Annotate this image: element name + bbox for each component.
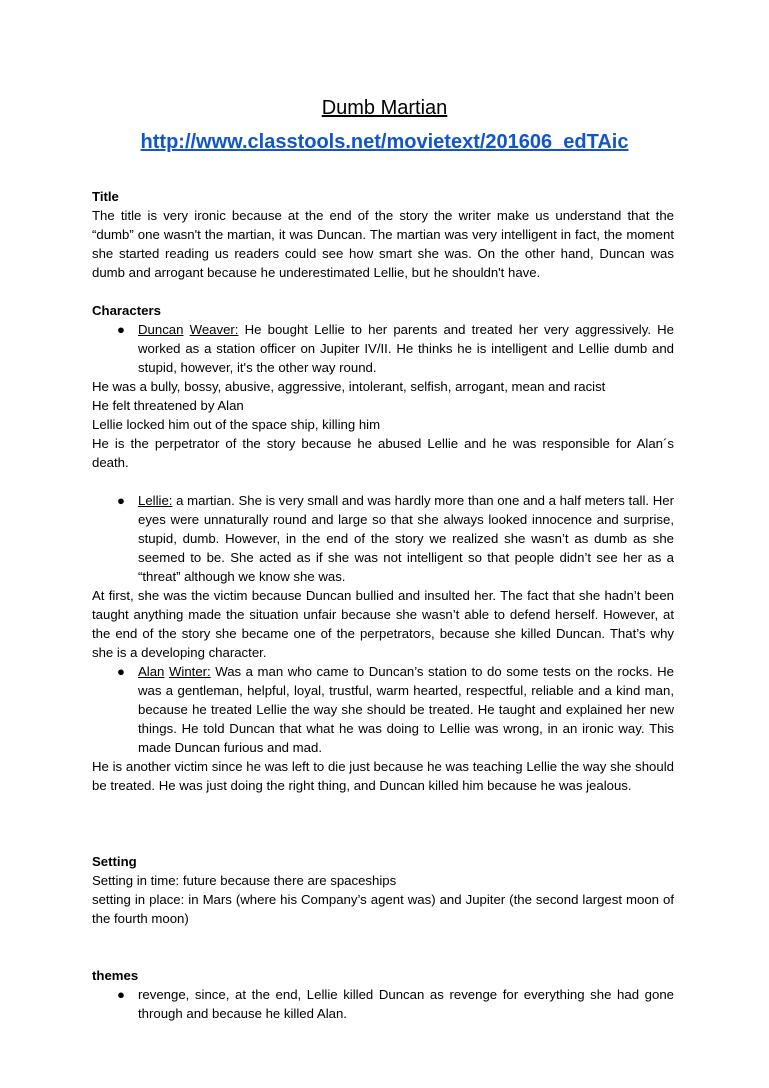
duncan-threatened: He felt threatened by Alan <box>92 398 244 413</box>
duncan-first-name: Duncan <box>138 322 184 337</box>
theme-revenge: revenge, since, at the end, Lellie killed Duncan as revenge for everything she had gone through and because he killed Alan. <box>138 987 674 1021</box>
title-section-text: The title is very ironic because at the end of the story the writer make us understand that the “dumb” one wasn't the martian, it was Duncan. The martian was very intelligent in fact, the moment she started reading us readers could see how smart she was. On the other hand, Duncan was dumb and arrogant because he underestimated Lellie, but he shouldn't have. <box>92 208 674 280</box>
document-title: Dumb Martian <box>321 97 448 119</box>
alan-victim: He is another victim since he was left to die just because he was teaching Lellie the way she should be treated. He was just doing the right thing, and Duncan killed him because he was jealous. <box>92 759 674 793</box>
themes-list <box>92 985 674 1023</box>
alan-list <box>92 662 674 757</box>
duncan-last-name: Weaver: <box>189 322 239 337</box>
list-item-lellie <box>92 491 674 586</box>
duncan-description: He bought Lellie to her parents and treated her very aggressively. He worked as a station officer on Jupiter IV/II. He thinks he is intelligent and Lellie dumb and stupid, however, it's the other way round. <box>138 322 674 375</box>
lellie-development: At first, she was the victim because Duncan bullied and insulted her. The fact that she hadn’t been taught anything made the situation unfair because she wasn’t able to defend herself. However, at the end of the story she became one of the perpetrators, because she killed Duncan. That’s why she is a developing character. <box>92 588 674 660</box>
bullet-icon: ● <box>117 322 125 337</box>
alan-description: Was a man who came to Duncan’s station to do some tests on the rocks. He was a gentleman, helpful, loyal, trustful, warm hearted, respectful, reliable and a kind man, because he treated Lellie the way she should be treated. He taught and explained her new things. He told Duncan that what he was doing to Lellie was wrong, in an ironic way. This made Duncan furious and mad. <box>138 664 674 755</box>
bullet-icon: ● <box>117 493 125 508</box>
bullet-icon: ● <box>117 987 125 1002</box>
setting-heading: Setting <box>92 854 137 869</box>
list-item-alan <box>92 662 674 757</box>
themes-heading: themes <box>92 968 139 983</box>
alan-last-name: Winter: <box>168 664 211 679</box>
list-item-theme <box>92 985 674 1023</box>
lellie-description: a martian. She is very small and was hardly more than one and a half meters tall. Her eyes were unnaturally round and large so that she always looked innocence and surprise, stupid, dumb. However, in the end of the story we realized she wasn’t as dumb as she seemed to be. She acted as if she was not intelligent so that people didn’t see her as a “threat” although we know she was. <box>138 493 674 584</box>
setting-place: setting in place: in Mars (where his Company’s agent was) and Jupiter (the second largest moon of the fourth moon) <box>92 892 674 926</box>
document-body <box>92 187 674 1023</box>
title-section-heading: Title <box>92 189 119 204</box>
lellie-list <box>92 491 674 586</box>
lellie-name: Lellie: <box>138 493 173 508</box>
duncan-list <box>92 320 674 377</box>
alan-first-name: Alan <box>138 664 165 679</box>
duncan-perpetrator: He is the perpetrator of the story because he abused Lellie and he was responsible for Alan´s death. <box>92 436 674 470</box>
list-item-duncan <box>92 320 674 377</box>
duncan-traits: He was a bully, bossy, abusive, aggressive, intolerant, selfish, arrogant, mean and racist <box>92 379 606 394</box>
document-url-link[interactable]: http://www.classtools.net/movietext/201606_edTAic <box>140 131 629 153</box>
setting-time: Setting in time: future because there are spaceships <box>92 873 397 888</box>
bullet-icon: ● <box>117 664 125 679</box>
characters-heading: Characters <box>92 303 161 318</box>
duncan-death: Lellie locked him out of the space ship, killing him <box>92 417 381 432</box>
